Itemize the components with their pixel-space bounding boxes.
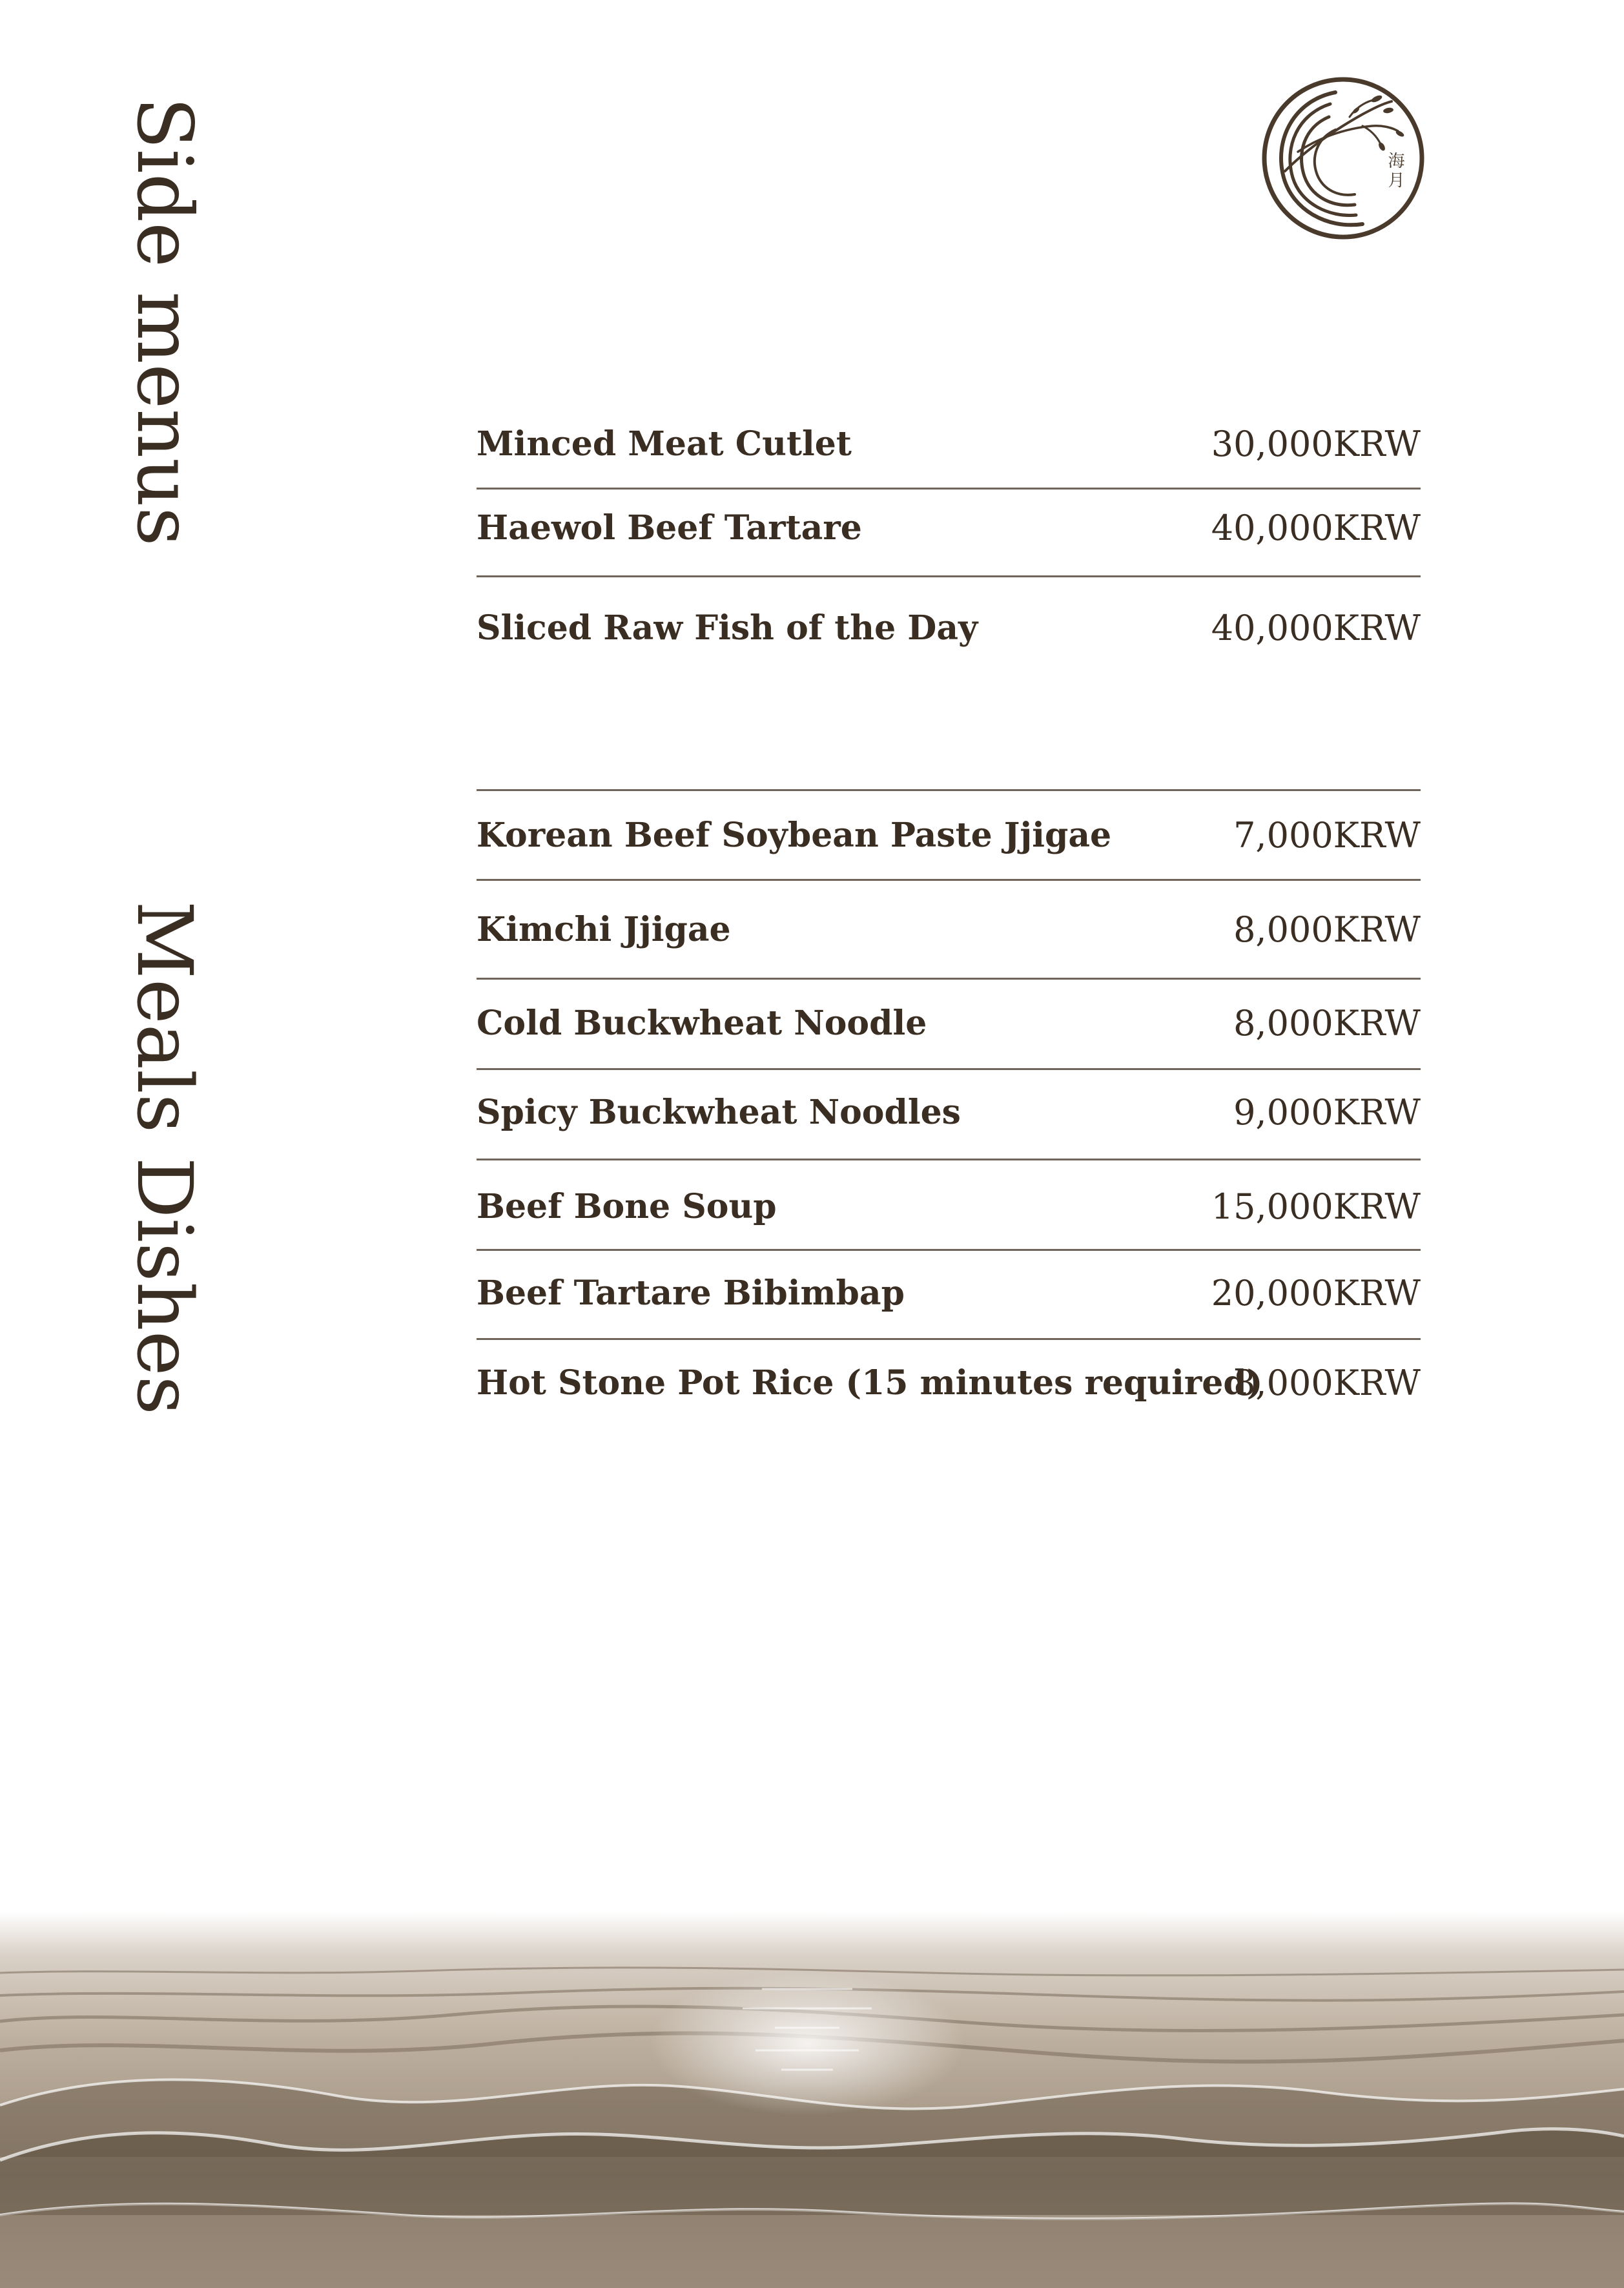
divider bbox=[477, 978, 1421, 980]
menu-item-price: 8,000KRW bbox=[1233, 1003, 1421, 1044]
menu-item-price: 40,000KRW bbox=[1211, 508, 1421, 548]
menu-item-price: 9,000KRW bbox=[1233, 1092, 1421, 1133]
logo-text: 海月 bbox=[1385, 152, 1404, 191]
side-menus-title: Side menus bbox=[120, 97, 209, 546]
divider bbox=[477, 789, 1421, 791]
menu-item-name: Korean Beef Soybean Paste Jjigae bbox=[477, 816, 1112, 855]
menu-item-price: 15,000KRW bbox=[1211, 1186, 1421, 1227]
menu-item-name: Sliced Raw Fish of the Day bbox=[477, 608, 978, 648]
menu-item-name: Hot Stone Pot Rice (15 minutes required) bbox=[477, 1363, 1263, 1403]
divider bbox=[477, 1338, 1421, 1340]
menu-item-price: 20,000KRW bbox=[1211, 1273, 1421, 1314]
menu-item-name: Spicy Buckwheat Noodles bbox=[477, 1093, 961, 1132]
divider bbox=[477, 879, 1421, 881]
sea-waves-illustration bbox=[0, 1912, 1624, 2288]
menu-item bbox=[477, 901, 1421, 959]
menu-item-name: Beef Bone Soup bbox=[477, 1187, 777, 1226]
divider bbox=[477, 1159, 1421, 1160]
menu-item bbox=[477, 1264, 1421, 1323]
menu-item bbox=[477, 995, 1421, 1053]
menu-item-name: Beef Tartare Bibimbap bbox=[477, 1273, 905, 1313]
menu-item bbox=[477, 807, 1421, 865]
menu-item-name: Haewol Beef Tartare bbox=[477, 508, 862, 548]
menu-item-price: 7,000KRW bbox=[1233, 815, 1421, 856]
menu-item-price: 40,000KRW bbox=[1211, 608, 1421, 648]
divider bbox=[477, 1249, 1421, 1251]
menu-item-price: 8,000KRW bbox=[1233, 1363, 1421, 1403]
divider bbox=[477, 1068, 1421, 1070]
menu-item-name: Minced Meat Cutlet bbox=[477, 424, 852, 464]
menu-item-price: 8,000KRW bbox=[1233, 909, 1421, 950]
menu-item-price: 30,000KRW bbox=[1211, 424, 1421, 464]
menu-item bbox=[477, 1354, 1421, 1412]
menu-item-name: Kimchi Jjigae bbox=[477, 910, 731, 949]
menu-item-name: Cold Buckwheat Noodle bbox=[477, 1004, 927, 1043]
meals-dishes-list bbox=[477, 0, 1421, 1485]
menu-item bbox=[477, 1178, 1421, 1236]
meals-dishes-title: Meals Dishes bbox=[120, 901, 209, 1416]
menu-item bbox=[477, 1084, 1421, 1142]
